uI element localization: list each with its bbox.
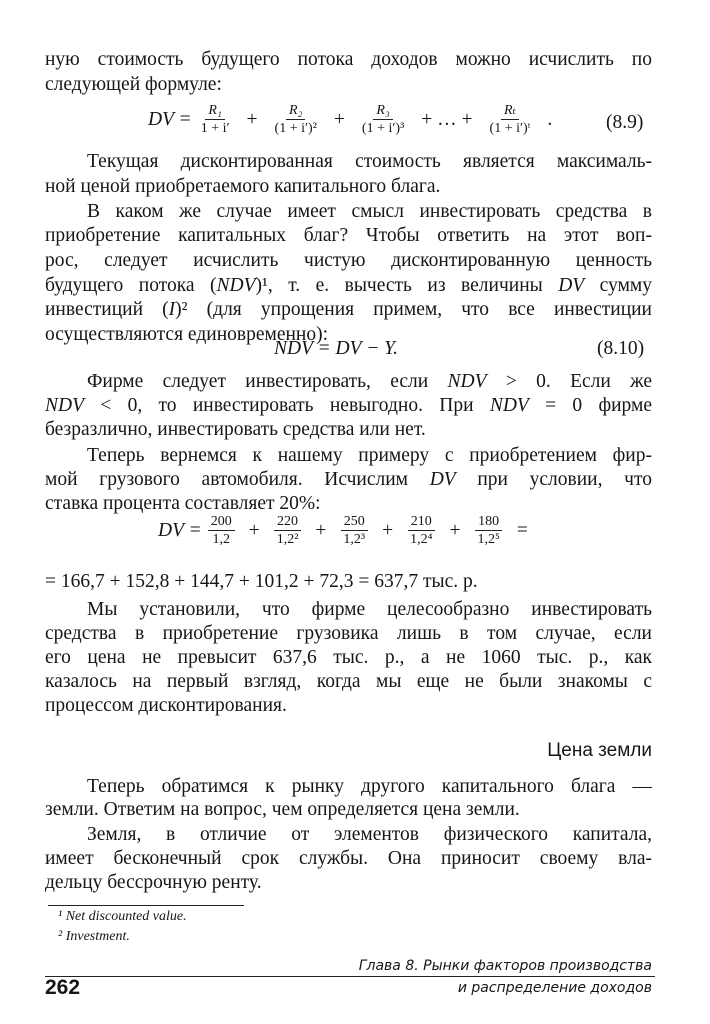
fraction	[359, 102, 407, 137]
math-symbol: NDV	[447, 371, 487, 392]
text-segment: процессом дисконтирования.	[45, 695, 287, 716]
text-segment: Теперь вернемся к нашему примеру с приобретением фир-	[87, 445, 652, 466]
fraction	[272, 102, 320, 137]
text-line	[45, 48, 652, 72]
formula-lhs: DV =	[158, 519, 202, 541]
text-line	[45, 274, 652, 298]
text-segment: > 0. Если же	[486, 371, 652, 392]
operator: +	[248, 519, 260, 541]
text-line	[87, 598, 652, 622]
operator: +	[315, 519, 327, 541]
text-line	[45, 418, 652, 442]
numerator: 210	[408, 513, 435, 531]
text-segment: сумму	[584, 275, 652, 296]
math-symbol: NDV	[216, 275, 256, 296]
text-segment: казалось на первый взгляд, когда мы еще не были знакомы с	[45, 671, 652, 692]
numerator: 180	[475, 513, 502, 531]
denominator: 1,2⁴	[410, 532, 433, 547]
text-segment: = 166,7 + 152,8 + 144,7 + 101,2 + 72,3 = 637,7 тыс. р.	[45, 571, 478, 592]
text-line	[87, 444, 652, 468]
formula-end: =	[516, 519, 528, 541]
footnote-divider	[48, 905, 244, 906]
formula-dv-calculation	[158, 513, 536, 548]
text-segment: при условии, что	[455, 469, 652, 490]
numerator: Rₜ	[501, 102, 519, 120]
text-segment: < 0, то инвестировать невыгодно. При	[84, 395, 490, 416]
text-line	[87, 775, 652, 799]
text-segment: = 0 фирме	[528, 395, 652, 416]
text-line	[87, 370, 652, 394]
text-segment: рос, следует исчислить чистую дисконтированную ценность	[45, 250, 652, 271]
text-line	[87, 150, 652, 174]
text-segment: осуществляются единовременно):	[45, 324, 329, 345]
running-header-line-1: Глава 8. Рынки факторов производства	[358, 958, 652, 974]
text-segment: Теперь обратимся к рынку другого капитального блага —	[87, 776, 652, 797]
math-symbol: NDV	[489, 395, 529, 416]
page-number: 262	[45, 976, 81, 999]
math-symbol: DV	[429, 469, 456, 490]
text-segment: следующей формуле:	[45, 74, 222, 95]
section-heading: Цена земли	[547, 740, 652, 761]
text-segment: ную стоимость будущего потока доходов можно исчислить по	[45, 49, 652, 70]
text-segment: его цена не превысит 637,6 тыс. р., а не 1060 тыс. р., как	[45, 647, 652, 668]
equation-number-8-10: (8.10)	[597, 338, 645, 359]
text-line	[45, 847, 652, 871]
operator: +	[382, 519, 394, 541]
denominator: 1,2⁵	[477, 532, 500, 547]
text-segment: приобретение капитальных благ? Чтобы ответить на этот воп-	[45, 225, 652, 246]
denominator: (1 + i′)³	[361, 121, 405, 136]
text-segment: земли. Ответим на вопрос, чем определяется цена земли.	[45, 799, 520, 820]
header-rule	[45, 976, 655, 977]
numerator: 220	[274, 513, 301, 531]
text-line	[45, 175, 652, 199]
text-line	[45, 224, 652, 248]
numerator: 200	[208, 513, 235, 531]
text-segment: средства в приобретение грузовика лишь в том случае, если	[45, 623, 652, 644]
formula-8-10: NDV = DV − Y.	[274, 338, 399, 359]
text-line	[45, 646, 652, 670]
operator: +	[333, 108, 345, 130]
text-line	[45, 73, 652, 97]
text-segment: ставка процента составляет 20%:	[45, 493, 321, 514]
text-line	[45, 871, 652, 895]
fraction	[487, 102, 534, 137]
denominator: 1 + i′	[200, 121, 230, 136]
fraction	[407, 513, 435, 548]
denominator: 1,2	[212, 532, 230, 547]
text-segment: Фирме следует инвестировать, если	[87, 371, 448, 392]
numerator: R₂	[286, 102, 305, 120]
formula-end: .	[547, 108, 553, 130]
text-segment: дельцу бессрочную ренту.	[45, 872, 262, 893]
math-symbol: I	[168, 299, 176, 320]
running-header-line-2: и распределение доходов	[457, 980, 652, 996]
denominator: 1,2²	[276, 532, 299, 547]
text-line	[87, 200, 652, 224]
text-segment: безразлично, инвестировать средства или нет.	[45, 419, 426, 440]
numerator: 250	[341, 513, 368, 531]
denominator: (1 + i′)ᵗ	[489, 121, 531, 136]
operator: + … +	[421, 108, 473, 130]
text-segment: )¹, т. е. вычесть из величины	[255, 275, 559, 296]
math-symbol: DV	[558, 275, 585, 296]
formula-lhs: DV =	[148, 108, 192, 130]
text-line	[45, 798, 652, 822]
fraction	[340, 513, 368, 548]
text-segment: Земля, в отличие от элементов физического капитала,	[87, 824, 652, 845]
denominator: 1,2³	[343, 532, 366, 547]
fraction	[208, 513, 235, 548]
fraction	[474, 513, 502, 548]
text-line	[45, 670, 652, 694]
text-segment: В каком же случае имеет смысл инвестировать средства в	[87, 201, 652, 222]
equation-number-8-9: (8.9)	[606, 112, 644, 133]
text-segment: ной ценой приобретаемого капитального блага.	[45, 176, 441, 197]
text-line	[45, 298, 652, 322]
denominator: (1 + i′)²	[274, 121, 317, 136]
math-symbol: NDV	[45, 395, 84, 416]
text-segment: инвестиций (	[45, 299, 169, 320]
text-segment: имеет бесконечный срок службы. Она приносит своему вла-	[45, 848, 652, 869]
text-line	[45, 468, 652, 492]
text-segment: мой грузового автомобиля. Исчислим	[45, 469, 430, 490]
text-line	[45, 622, 652, 646]
operator: +	[449, 519, 461, 541]
text-segment: )² (для упрощения примем, что все инвестиции	[175, 299, 652, 320]
footnote-2: ² Investment.	[58, 929, 130, 944]
text-line	[45, 570, 652, 594]
numerator: R₃	[373, 102, 392, 120]
fraction	[198, 102, 233, 137]
footnote-1: ¹ Net discounted value.	[58, 909, 187, 924]
text-line	[87, 823, 652, 847]
text-segment: Текущая дисконтированная стоимость является максималь-	[87, 151, 652, 172]
formula-8-9	[148, 102, 560, 137]
fraction	[274, 513, 302, 548]
text-line	[45, 694, 652, 718]
text-line	[45, 394, 652, 418]
text-segment: будущего потока (	[45, 275, 217, 296]
numerator: R₁	[205, 102, 224, 120]
operator: +	[246, 108, 258, 130]
text-segment: Мы установили, что фирме целесообразно инвестировать	[87, 599, 652, 620]
text-line	[45, 249, 652, 273]
